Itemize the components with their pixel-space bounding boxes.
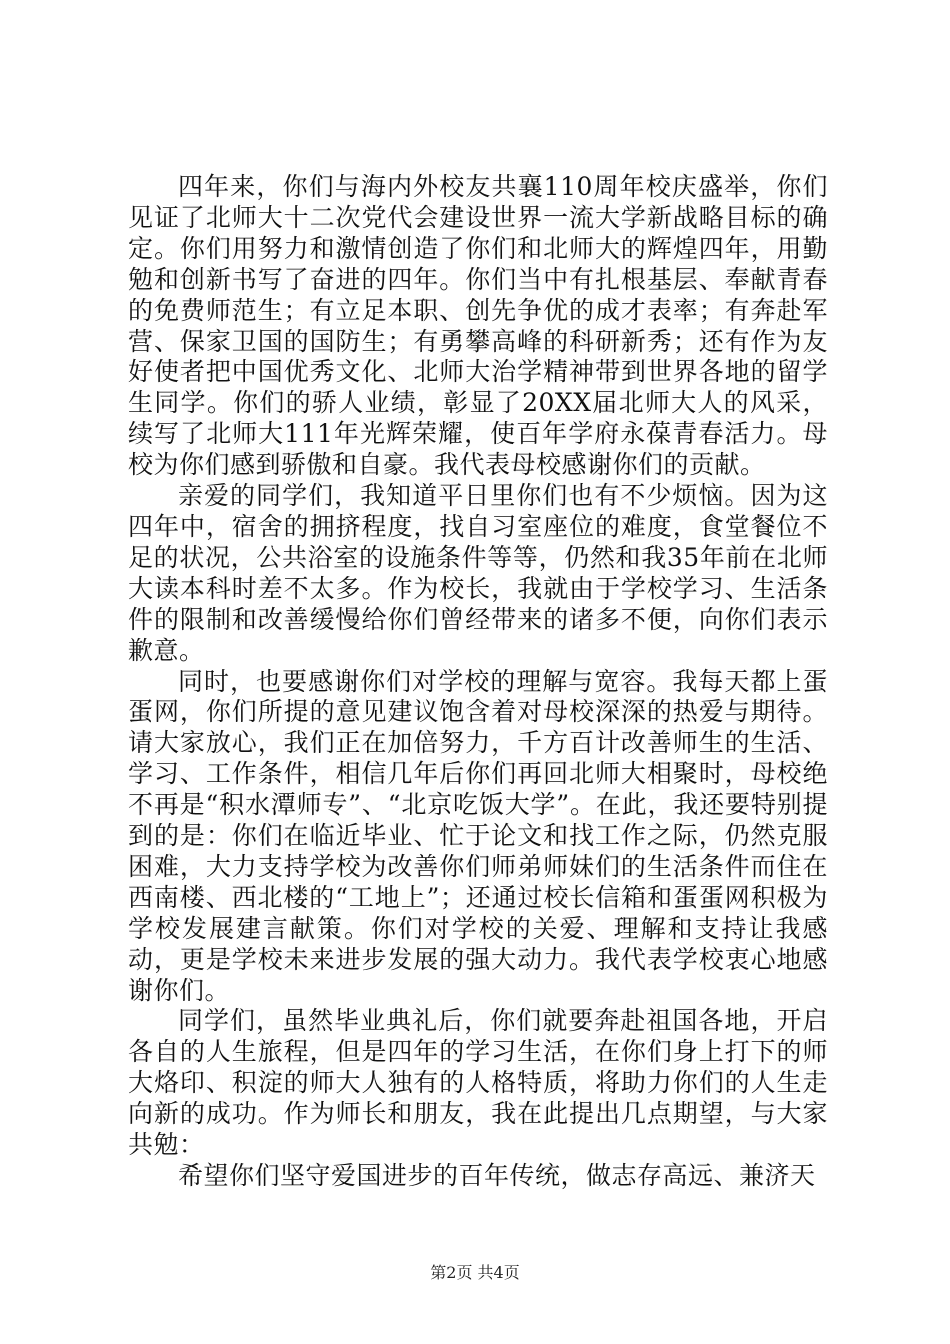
- paragraph-2: 亲爱的同学们，我知道平日里你们也有不少烦恼。因为这四年中，宿舍的拥挤程度，找自习室座位的难度，食堂餐位不足的状况，公共浴室的设施条件等等，仍然和我35年前在北师大读本科时差不太多。作为校长，我就由于学校学习、生活条件的限制和改善缓慢给你们曾经带来的诸多不便，向你们表示歉意。: [128, 481, 828, 665]
- document-body: [128, 172, 828, 1192]
- paragraph-5: 希望你们坚守爱国进步的百年传统，做志存高远、兼济天: [178, 1161, 816, 1190]
- paragraph-4: 同学们，虽然毕业典礼后，你们就要奔赴祖国各地，开启各自的人生旅程，但是四年的学习生活，在你们身上打下的师大烙印、积淀的师大人独有的人格特质，将助力你们的人生走向新的成功。作为师长和朋友，我在此提出几点期望，与大家共勉：: [128, 1006, 828, 1160]
- paragraph-1: 四年来，你们与海内外校友共襄110周年校庆盛举，你们见证了北师大十二次党代会建设世界一流大学新战略目标的确定。你们用努力和激情创造了你们和北师大的辉煌四年，用勤勉和创新书写了奋进的四年。你们当中有扎根基层、奉献青春的免费师范生；有立足本职、创先争优的成才表率；有奔赴军营、保家卫国的国防生；有勇攀高峰的科研新秀；还有作为友好使者把中国优秀文化、北师大治学精神带到世界各地的留学生同学。你们的骄人业绩，彰显了20XX届北师大人的风采，续写了北师大111年光辉荣耀，使百年学府永葆青春活力。母校为你们感到骄傲和自豪。我代表母校感谢你们的贡献。: [128, 172, 828, 480]
- paragraph-3: 同时，也要感谢你们对学校的理解与宽容。我每天都上蛋蛋网，你们所提的意见建议饱含着对母校深深的热爱与期待。请大家放心，我们正在加倍努力，千方百计改善师生的生活、学习、工作条件，相信几年后你们再回北师大相聚时，母校绝不再是“积水潭师专”、“北京吃饭大学”。在此，我还要特别提到的是：你们在临近毕业、忙于论文和找工作之际，仍然克服困难，大力支持学校为改善你们师弟师妹们的生活条件而住在西南楼、西北楼的“工地上”；还通过校长信箱和蛋蛋网积极为学校发展建言献策。你们对学校的关爱、理解和支持让我感动，更是学校未来进步发展的强大动力。我代表学校衷心地感谢你们。: [128, 666, 828, 1005]
- page-number-footer: 第2页 共4页: [430, 1263, 520, 1282]
